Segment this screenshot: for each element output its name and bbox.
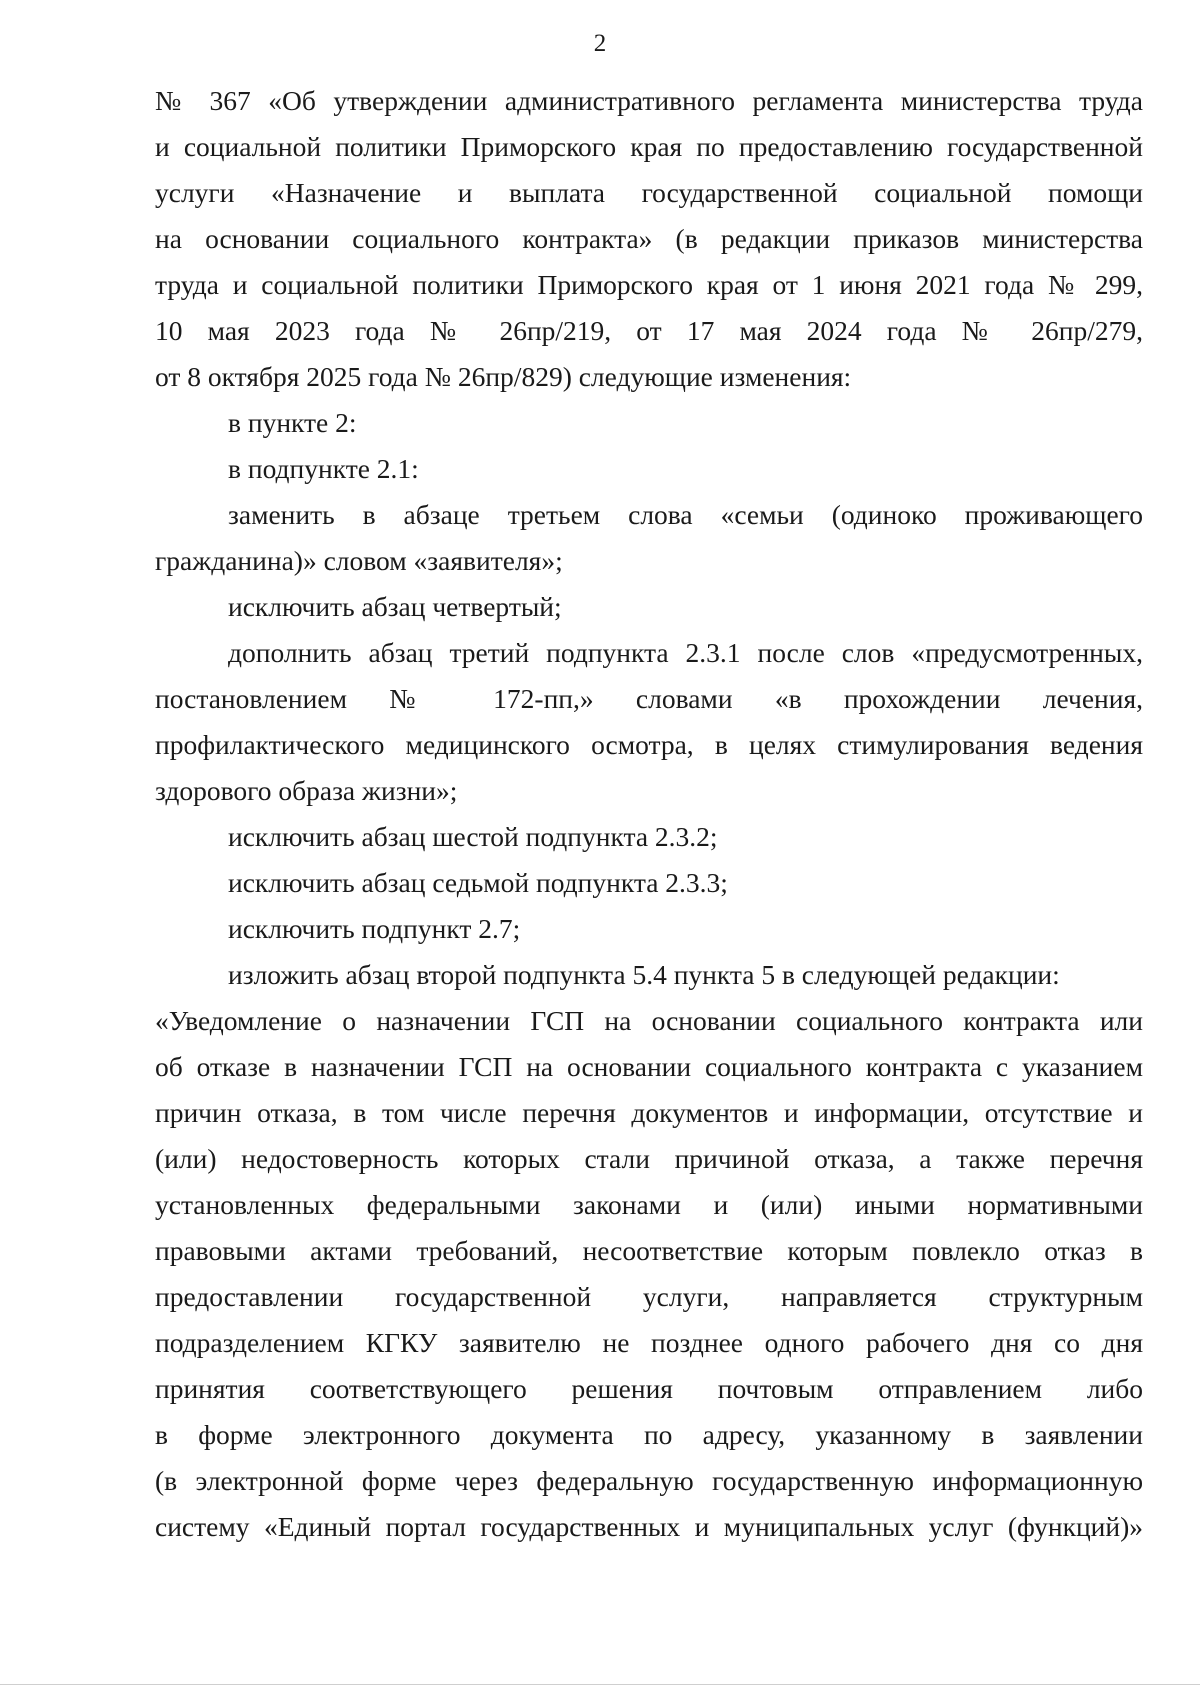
text-line: 10 мая 2023 года № 26пр/219, от 17 мая 2024 года № 26пр/279, [155, 315, 1143, 346]
text-line: предоставлении государственной услуги, направляется структурным [155, 1281, 1143, 1312]
text-line: причин отказа, в том числе перечня документов и информации, отсутствие и [155, 1097, 1143, 1128]
text-line: подразделением КГКУ заявителю не позднее одного рабочего дня со дня [155, 1327, 1143, 1358]
text-line: (или) недостоверность которых стали причиной отказа, а также перечня [155, 1143, 1143, 1174]
text-line: заменить в абзаце третьем слова «семьи (одиноко проживающего [228, 499, 1143, 530]
text-line: в пункте 2: [228, 407, 357, 438]
text-line: об отказе в назначении ГСП на основании социального контракта с указанием [155, 1051, 1143, 1082]
text-line: и социальной политики Приморского края по предоставлению государственной [155, 131, 1143, 162]
text-line: правовыми актами требований, несоответствие которым повлекло отказ в [155, 1235, 1143, 1266]
text-line: изложить абзац второй подпункта 5.4 пункта 5 в следующей редакции: [228, 959, 1060, 990]
document-body [155, 78, 1143, 1550]
text-line: № 367 «Об утверждении административного регламента министерства труда [155, 85, 1143, 116]
text-line: исключить абзац седьмой подпункта 2.3.3; [228, 867, 728, 898]
page-number: 2 [593, 30, 607, 57]
text-line: гражданина)» словом «заявителя»; [155, 545, 563, 576]
text-line: установленных федеральными законами и (или) иными нормативными [155, 1189, 1143, 1220]
text-line: на основании социального контракта» (в редакции приказов министерства [155, 223, 1143, 254]
text-line: в подпункте 2.1: [228, 453, 419, 484]
text-line: здорового образа жизни»; [155, 775, 458, 806]
text-line: труда и социальной политики Приморского края от 1 июня 2021 года № 299, [155, 269, 1143, 300]
text-line: дополнить абзац третий подпункта 2.3.1 после слов «предусмотренных, [228, 637, 1143, 668]
text-line: принятия соответствующего решения почтовым отправлением либо [155, 1373, 1143, 1404]
text-line: «Уведомление о назначении ГСП на основании социального контракта или [155, 1005, 1143, 1036]
text-line: от 8 октября 2025 года № 26пр/829) следующие изменения: [155, 361, 852, 392]
text-line: (в электронной форме через федеральную государственную информационную [155, 1465, 1143, 1496]
text-line: исключить абзац шестой подпункта 2.3.2; [228, 821, 718, 852]
text-line: постановлением № 172-пп,» словами «в прохождении лечения, [155, 683, 1143, 714]
text-line: услуги «Назначение и выплата государственной социальной помощи [155, 177, 1143, 208]
text-line: исключить подпункт 2.7; [228, 913, 521, 944]
text-line: профилактического медицинского осмотра, в целях стимулирования ведения [155, 729, 1143, 760]
bottom-scan-edge [0, 1684, 1200, 1685]
text-line: исключить абзац четвертый; [228, 591, 562, 622]
text-line: систему «Единый портал государственных и муниципальных услуг (функций)» [155, 1511, 1143, 1542]
text-line: в форме электронного документа по адресу, указанному в заявлении [155, 1419, 1143, 1450]
